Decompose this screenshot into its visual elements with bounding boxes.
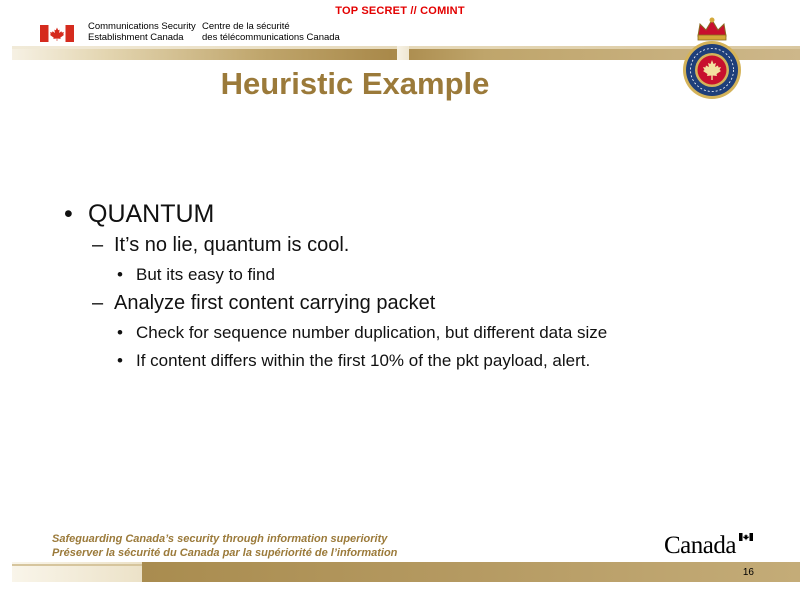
- canada-wordmark-text: Canada: [664, 532, 736, 559]
- bullet-mark: •: [117, 323, 123, 342]
- cse-crest-icon: [676, 14, 748, 100]
- sub-sub-bullet-content-differs: [117, 351, 590, 371]
- footer-tagline: [52, 532, 397, 560]
- bullet-text: Analyze first content carrying packet: [114, 292, 436, 314]
- org-name-french: [202, 21, 340, 43]
- slide-title: Heuristic Example: [220, 66, 490, 101]
- dash-mark: –: [92, 234, 104, 256]
- org-name-english-line2: Establishment Canada: [88, 32, 184, 43]
- bullet-mark: •: [117, 351, 123, 370]
- bullet-quantum: [64, 200, 214, 229]
- sub-sub-bullet-sequence-check: [117, 323, 607, 343]
- wordmark-flag-icon: [739, 533, 753, 541]
- footer-tagline-english: Safeguarding Canada’s security through information superiority: [52, 533, 388, 545]
- footer-tagline-french: Préserver la sécurité du Canada par la supériorité de l’information: [52, 547, 398, 559]
- bullet-text: If content differs within the first 10% of the pkt payload, alert.: [136, 351, 591, 370]
- bullet-text: But its easy to find: [136, 265, 275, 284]
- footer-bar: [12, 562, 800, 582]
- bullet-text: Check for sequence number duplication, but different data size: [136, 323, 608, 342]
- bullet-text: It’s no lie, quantum is cool.: [114, 234, 350, 256]
- sub-sub-bullet-easy-to-find: [117, 265, 275, 285]
- bullet-text: QUANTUM: [88, 200, 215, 228]
- dash-mark: –: [92, 292, 104, 314]
- page-number: 16: [742, 567, 754, 578]
- bullet-mark: •: [64, 200, 73, 228]
- classification-banner: TOP SECRET // COMINT: [335, 5, 465, 17]
- sub-bullet-quantum-cool: [92, 234, 349, 257]
- org-name-english: [88, 21, 196, 43]
- org-name-french-line2: des télécommunications Canada: [202, 32, 340, 43]
- org-name-french-line1: Centre de la sécurité: [202, 21, 290, 32]
- canada-flag-icon: [40, 25, 74, 42]
- sub-bullet-analyze-packet: [92, 292, 435, 315]
- org-name-english-line1: Communications Security: [88, 21, 196, 32]
- bullet-mark: •: [117, 265, 123, 284]
- canada-wordmark: [664, 532, 756, 560]
